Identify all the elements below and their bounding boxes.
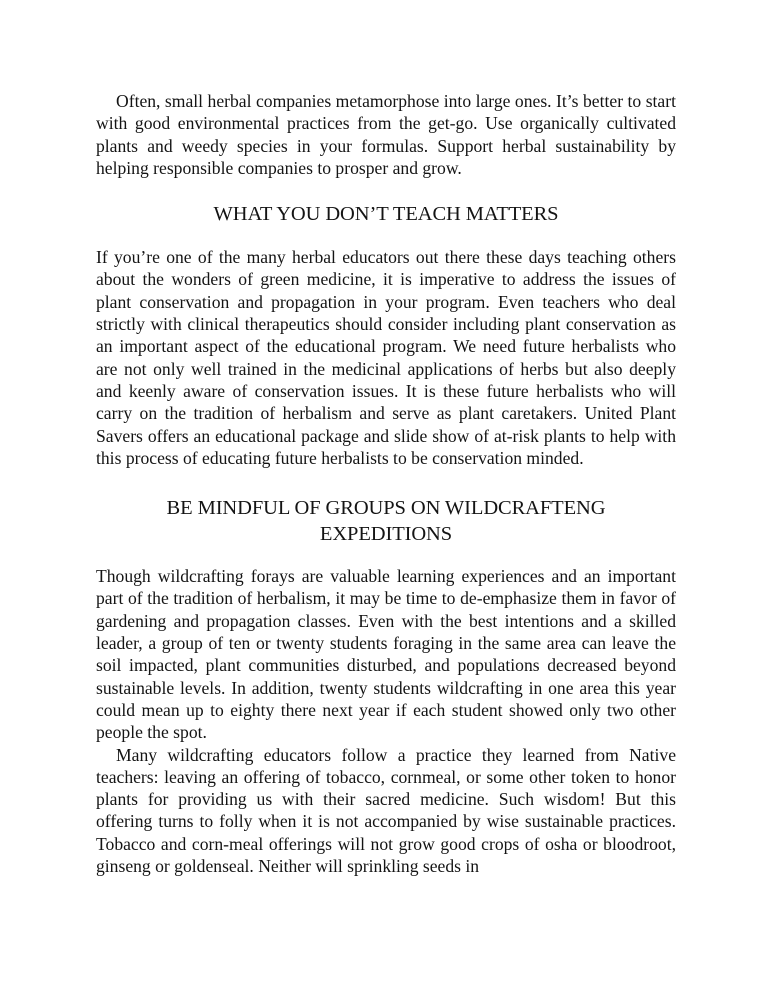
intro-paragraph: Often, small herbal companies metamorphose into large ones. It’s better to start with good environmental practices from the get-go. Use organically cultivated plants and weedy species in your formulas. Support herbal sustainability by helping responsible companies to prosper and grow. [96, 91, 676, 178]
section-heading-teaching: WHAT YOU DON’T TEACH MATTERS [213, 203, 559, 226]
wildcrafting-paragraph-2: Many wildcrafting educators follow a practice they learned from Native teachers: leaving an offering of tobacco, cornmeal, or some other token to honor plants for providing us with their sacred medicine. Such wisdom! But this offering turns to folly when it is not accompanied by wise sustainable practices. Tobacco and corn-meal offerings will not grow good crops of osha or bloodroot, ginseng or goldenseal. Neither will sprinkling seeds in [96, 744, 676, 877]
wildcrafting-paragraph-1: Though wildcrafting forays are valuable learning experiences and an important part of the tradition of herbalism, it may be time to de-emphasize them in favor of gardening and propagation classes. Even with the best intentions and a skilled leader, a group of ten or twenty students foraging in the same area can leave the soil impacted, plant communities disturbed, and populations decreased beyond sustainable levels. In addition, twenty students wildcrafting in one area this year could mean up to eighty there next year if each student showed only two other people the spot. [96, 566, 676, 743]
heading-line-2: EXPEDITIONS [319, 523, 453, 546]
teaching-paragraph: If you’re one of the many herbal educators out there these days teaching others about the wonders of green medicine, it is imperative to address the issues of plant conservation and propagation in your program. Even teachers who deal strictly with clinical therapeutics should consider including plant conservation as an important aspect of the educational program. We need future herbalists who are not only well trained in the medicinal applications of herbs but also deeply and keenly aware of conservation issues. It is these future herbalists who will carry on the tradition of herbalism and serve as plant caretakers. United Plant Savers offers an educational package and slide show of at-risk plants to help with this process of educating future herbalists to be conservation minded. [96, 247, 676, 468]
document-page [96, 90, 676, 877]
heading-line-1: BE MINDFUL OF GROUPS ON WILDCRAFTENG [166, 497, 606, 520]
section-heading-wildcrafting [96, 495, 676, 547]
